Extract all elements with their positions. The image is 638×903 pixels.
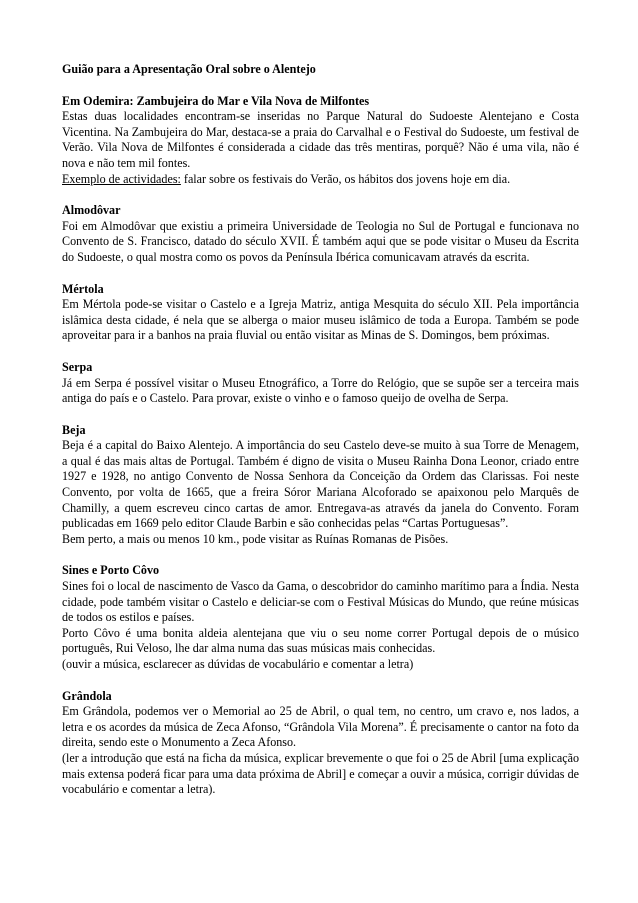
section-heading: Grândola: [62, 688, 112, 703]
section-paragraph: Em Mértola pode-se visitar o Castelo e a Igreja Matriz, antiga Mesquita do século XII. Pela importância islâmica desta cidade, é nela que se alberga o maior museu islâmico de toda a Europa. Também se pode aproveitar para ir a banhos na praia fluvial ou então visitar as Minas de S. Domingos, bem próximas.: [62, 297, 579, 343]
section-heading: Almodôvar: [62, 203, 121, 218]
section-heading: Beja: [62, 422, 86, 437]
section-mertola: [62, 282, 579, 344]
section-paragraph: (ouvir a música, esclarecer as dúvidas de vocabulário e comentar a letra): [62, 657, 414, 671]
section-sines-porto-covo: [62, 563, 579, 672]
example-text: falar sobre os festivais do Verão, os hábitos dos jovens hoje em dia.: [180, 171, 511, 186]
section-serpa: [62, 360, 579, 407]
section-paragraph: Foi em Almodôvar que existiu a primeira Universidade de Teologia no Sul de Portugal e funcionava no Convento de S. Francisco, datado do século XVII. É também aqui que se pode visitar o Museu da Escrita do Sudoeste, o qual mostra como os povos da Península Ibérica comunicavam através da escrita.: [62, 218, 579, 264]
section-grandola: [62, 689, 579, 798]
section-paragraph: (ler a introdução que está na ficha da música, explicar brevemente o que foi o 25 de Abril [uma explicação mais extensa poderá ficar para uma data próxima de Abril] e começar a ouvir a música, corrigir dúvidas de vocabulário e comentar a letra).: [62, 750, 579, 797]
example-label: Exemplo de actividades:: [62, 171, 181, 186]
section-almodovar: [62, 203, 579, 265]
section-paragraph: Já em Serpa é possível visitar o Museu Etnográfico, a Torre do Relógio, que se supõe ser a terceira mais antiga do país e o Castelo. Para provar, existe o vinho e o famoso queijo de ovelha de Serpa.: [62, 375, 579, 406]
section-paragraph: Estas duas localidades encontram-se inseridas no Parque Natural do Sudoeste Alentejano e Costa Vicentina. Na Zambujeira do Mar, destaca-se a praia do Carvalhal e o Festival do Sudoeste, um festival de Verão. Vila Nova de Milfontes é considerada a cidade das três mentiras, porquê? Não é uma vila, não é nova e não tem mil fontes.: [62, 109, 579, 170]
section-paragraph: Bem perto, a mais ou menos 10 km., pode visitar as Ruínas Romanas de Pisões.: [62, 531, 449, 546]
section-heading: Sines e Porto Côvo: [62, 563, 160, 578]
example-activities: [62, 172, 579, 188]
section-odemira: [62, 94, 579, 188]
document-page: [62, 62, 579, 814]
section-heading: Mértola: [62, 281, 104, 296]
section-paragraph: Porto Côvo é uma bonita aldeia alentejana que viu o seu nome correr Portugal depois de o músico português, Rui Veloso, lhe dar alma numa das suas músicas mais conhecidas.: [62, 625, 579, 656]
section-heading: Serpa: [62, 359, 93, 374]
section-heading: Em Odemira: Zambujeira do Mar e Vila Nova de Milfontes: [62, 93, 370, 108]
document-title: Guião para a Apresentação Oral sobre o Alentejo: [62, 62, 316, 76]
section-paragraph: Sines foi o local de nascimento de Vasco da Gama, o descobridor do caminho marítimo para a Índia. Nesta cidade, pode também visitar o Castelo e deliciar-se com o Festival Músicas do Mundo, que reúne músicas de todos os estilos e países.: [62, 579, 579, 625]
section-paragraph: Em Grândola, podemos ver o Memorial ao 25 de Abril, o qual tem, no centro, um cravo e, nos lados, a letra e os acordes da música de Zeca Afonso, “Grândola Vila Morena”. É precisamente o cantor na foto da direita, sendo este o Monumento a Zeca Afonso.: [62, 704, 579, 750]
section-beja: [62, 423, 579, 548]
section-paragraph: Beja é a capital do Baixo Alentejo. A importância do seu Castelo deve-se muito à sua Torre de Menagem, a qual é das mais altas de Portugal. Também é digno de visita o Museu Rainha Dona Leonor, criado entre 1927 e 1928, no antigo Convento de Nossa Senhora da Conceição da Ordem das Clarissas. Foi neste Convento, por volta de 1665, que a freira Sóror Mariana Alcoforado se apaixonou pelo Marquês de Chamilly, a quem escreveu cinco cartas de amor. Entregava-as através da janela do Convento. Foram publicadas em 1669 pelo editor Claude Barbin e são conhecidas pelas “Cartas Portuguesas”.: [62, 438, 579, 531]
